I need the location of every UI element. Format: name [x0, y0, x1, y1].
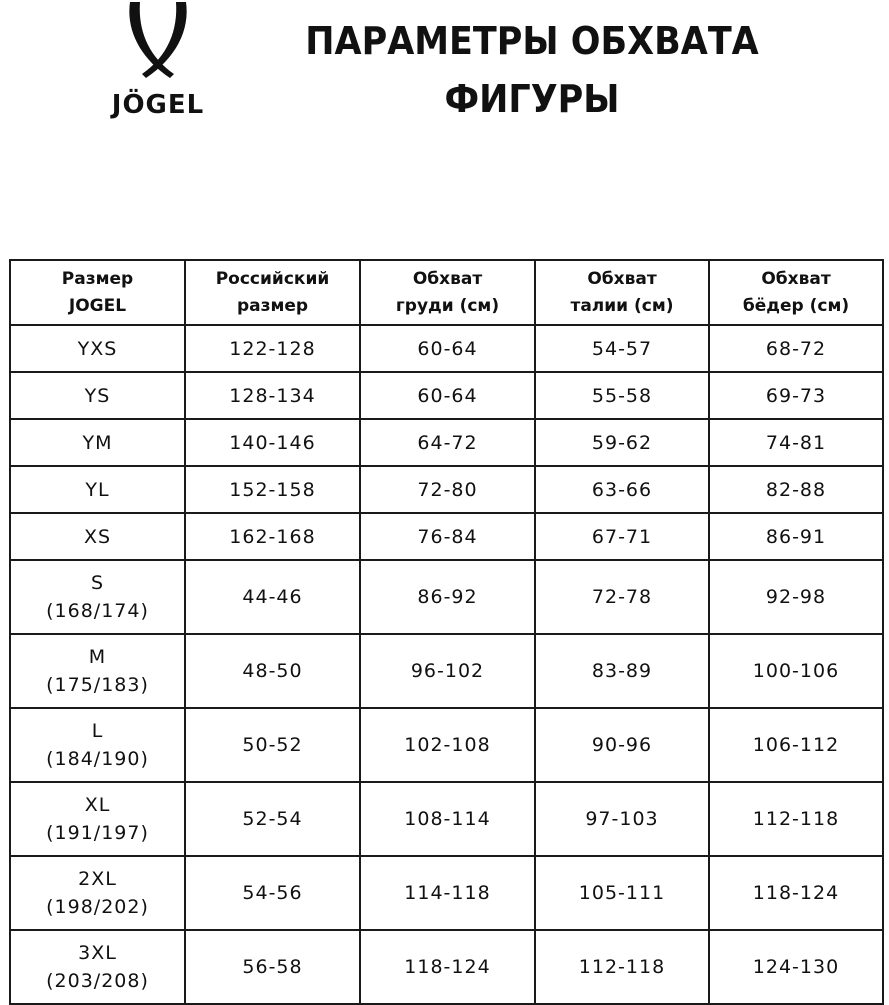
cell-russian-size: 52-54: [185, 782, 360, 856]
table-row: [10, 856, 883, 930]
cell-waist: 112-118: [535, 930, 709, 1004]
cell-waist: 105-111: [535, 856, 709, 930]
cell-chest: 118-124: [360, 930, 535, 1004]
page-title-line-1: ПАРАМЕТРЫ ОБХВАТА: [305, 19, 759, 63]
header-hips: Обхват бёдер (см): [709, 260, 883, 325]
table-row: [10, 560, 883, 634]
size-table: [9, 259, 884, 1005]
cell-russian-size: 122-128: [185, 325, 360, 372]
table-header-row: [10, 260, 883, 325]
cell-chest: 76-84: [360, 513, 535, 560]
cell-chest: 108-114: [360, 782, 535, 856]
table-row: [10, 325, 883, 372]
cell-waist: 72-78: [535, 560, 709, 634]
cell-hips: 74-81: [709, 419, 883, 466]
table-row: [10, 419, 883, 466]
cell-russian-size: 140-146: [185, 419, 360, 466]
cell-waist: 59-62: [535, 419, 709, 466]
table-row: [10, 782, 883, 856]
cell-chest: 60-64: [360, 325, 535, 372]
cell-hips: 92-98: [709, 560, 883, 634]
header-jogel-size: Размер JOGEL: [10, 260, 185, 325]
cell-russian-size: 44-46: [185, 560, 360, 634]
cell-waist: 54-57: [535, 325, 709, 372]
header-chest: Обхват груди (см): [360, 260, 535, 325]
cell-chest: 102-108: [360, 708, 535, 782]
header-russian-size: Российский размер: [185, 260, 360, 325]
cell-russian-size: 128-134: [185, 372, 360, 419]
cell-jogel-size: M (175/183): [10, 634, 185, 708]
table-row: [10, 708, 883, 782]
cell-chest: 114-118: [360, 856, 535, 930]
cell-waist: 67-71: [535, 513, 709, 560]
table-row: [10, 930, 883, 1004]
page-title: [284, 12, 781, 128]
cell-russian-size: 56-58: [185, 930, 360, 1004]
cell-chest: 86-92: [360, 560, 535, 634]
cell-jogel-size: 3XL (203/208): [10, 930, 185, 1004]
table-row: [10, 634, 883, 708]
cell-russian-size: 50-52: [185, 708, 360, 782]
table-row: [10, 466, 883, 513]
cell-hips: 106-112: [709, 708, 883, 782]
table-row: [10, 513, 883, 560]
cell-hips: 112-118: [709, 782, 883, 856]
cell-jogel-size: YL: [10, 466, 185, 513]
header-waist: Обхват талии (см): [535, 260, 709, 325]
cell-russian-size: 162-168: [185, 513, 360, 560]
cell-chest: 60-64: [360, 372, 535, 419]
cell-hips: 124-130: [709, 930, 883, 1004]
cell-jogel-size: XL (191/197): [10, 782, 185, 856]
cell-jogel-size: 2XL (198/202): [10, 856, 185, 930]
cell-chest: 72-80: [360, 466, 535, 513]
cell-chest: 64-72: [360, 419, 535, 466]
cell-waist: 97-103: [535, 782, 709, 856]
cell-jogel-size: YXS: [10, 325, 185, 372]
cell-jogel-size: XS: [10, 513, 185, 560]
cell-jogel-size: YS: [10, 372, 185, 419]
cell-waist: 90-96: [535, 708, 709, 782]
brand-logo: [92, 0, 224, 122]
cell-waist: 83-89: [535, 634, 709, 708]
cell-russian-size: 54-56: [185, 856, 360, 930]
cell-hips: 69-73: [709, 372, 883, 419]
cell-waist: 55-58: [535, 372, 709, 419]
cell-jogel-size: S (168/174): [10, 560, 185, 634]
cell-hips: 118-124: [709, 856, 883, 930]
brand-emblem-icon: [122, 0, 194, 82]
brand-wordmark: JÖGEL: [111, 90, 205, 120]
cell-hips: 86-91: [709, 513, 883, 560]
cell-jogel-size: YM: [10, 419, 185, 466]
cell-russian-size: 152-158: [185, 466, 360, 513]
cell-hips: 82-88: [709, 466, 883, 513]
cell-hips: 100-106: [709, 634, 883, 708]
cell-jogel-size: L (184/190): [10, 708, 185, 782]
cell-russian-size: 48-50: [185, 634, 360, 708]
page-title-line-2: ФИГУРЫ: [444, 77, 620, 121]
cell-chest: 96-102: [360, 634, 535, 708]
cell-hips: 68-72: [709, 325, 883, 372]
cell-waist: 63-66: [535, 466, 709, 513]
table-row: [10, 372, 883, 419]
